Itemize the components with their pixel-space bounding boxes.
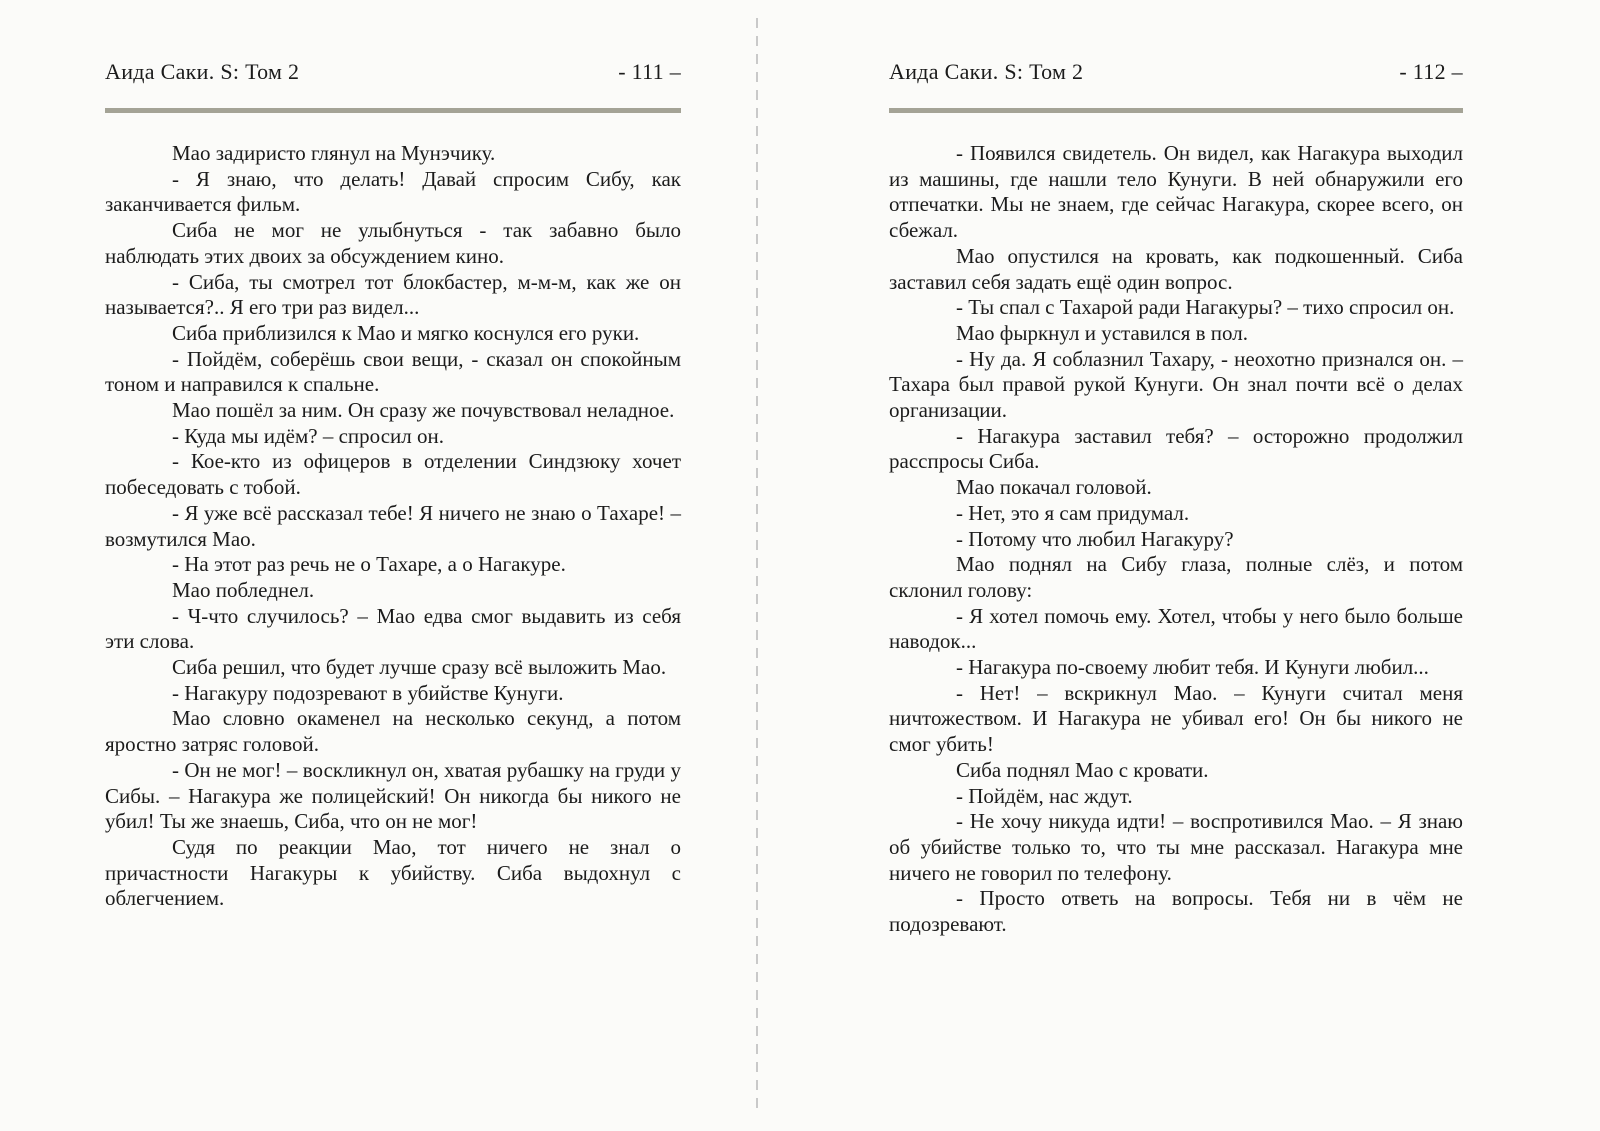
paragraph: - Я хотел помочь ему. Хотел, чтобы у него было больше наводок... xyxy=(889,603,1463,654)
page-111 xyxy=(105,58,681,912)
paragraph: Мао словно окаменел на несколько секунд, а потом яростно затряс головой. xyxy=(105,706,681,757)
paragraph: - Ты спал с Тахарой ради Нагакуры? – тихо спросил он. xyxy=(956,295,1455,320)
paragraph: Мао покачал головой. xyxy=(956,475,1152,500)
page-112 xyxy=(889,58,1463,938)
paragraph: - Он не мог! – воскликнул он, хватая рубашку на груди у Сибы. – Нагакура же полицейский! Он никогда бы никого не убил! Ты же знаешь, Сиба, что он не мог! xyxy=(105,757,681,834)
paragraph: Судя по реакции Мао, тот ничего не знал о причастности Нагакуры к убийству. Сиба выдохнул с облегчением. xyxy=(105,834,681,911)
page-112-body xyxy=(889,141,1463,938)
paragraph: - Нагакура заставил тебя? – осторожно продолжил расспросы Сиба. xyxy=(889,423,1463,474)
paragraph: Мао фыркнул и уставился в пол. xyxy=(956,320,1248,345)
paragraph: - Нет, это я сам придумал. xyxy=(956,500,1190,525)
paragraph: - Нагакура по-своему любит тебя. И Кунуги любил... xyxy=(956,655,1429,680)
paragraph: Сиба поднял Мао с кровати. xyxy=(956,757,1209,782)
paragraph: Мао поднял на Сибу глаза, полные слёз, и потом склонил голову: xyxy=(889,552,1463,602)
paragraph: - Сиба, ты смотрел тот блокбастер, м-м-м, как же он называется?.. Я его три раз видел... xyxy=(105,269,681,320)
page-111-header xyxy=(105,58,681,86)
page-112-header xyxy=(889,58,1463,86)
paragraph: - Просто ответь на вопросы. Тебя ни в чём не подозревают. xyxy=(889,886,1463,937)
paragraph: - Нагакуру подозревают в убийстве Кунуги. xyxy=(172,680,564,705)
paragraph: - Появился свидетель. Он видел, как Нагакура выходил из машины, где нашли тело Кунуги. В ней обнаружили его отпечатки. Мы не знаем, где сейчас Нагакура, скорее всего, он сбежал. xyxy=(889,141,1463,243)
paragraph: - Не хочу никуда идти! – воспротивился Мао. – Я знаю об убийстве только то, что ты мне рассказал. Нагакура мне ничего не говорил по телефону. xyxy=(889,809,1463,885)
paragraph: - Я уже всё рассказал тебе! Я ничего не знаю о Тахаре! – возмутился Мао. xyxy=(105,500,681,551)
paragraph: Мао пошёл за ним. Он сразу же почувствовал неладное. xyxy=(172,398,675,423)
running-title: Аида Саки. S: Том 2 xyxy=(889,59,1084,84)
page-number: - 111 – xyxy=(618,59,681,84)
page-111-body xyxy=(105,141,681,912)
paragraph: - Нет! – вскрикнул Мао. – Кунуги считал меня ничтожеством. И Нагакура не убивал его! Он бы никого не смог убить! xyxy=(889,680,1463,757)
paragraph: - Я знаю, что делать! Давай спросим Сибу, как заканчивается фильм. xyxy=(105,166,681,217)
running-title: Аида Саки. S: Том 2 xyxy=(105,59,300,84)
page-divider xyxy=(756,18,758,1113)
paragraph: - Пойдём, соберёшь свои вещи, - сказал он спокойным тоном и направился к спальне. xyxy=(105,346,681,397)
header-rule xyxy=(889,108,1463,113)
paragraph: - Пойдём, нас ждут. xyxy=(956,783,1133,808)
paragraph: - Кое-кто из офицеров в отделении Синдзюку хочет побеседовать с тобой. xyxy=(105,449,681,500)
paragraph: Мао опустился на кровать, как подкошенный. Сиба заставил себя задать ещё один вопрос. xyxy=(889,243,1463,294)
paragraph: - Ну да. Я соблазнил Тахару, - неохотно признался он. – Тахара был правой рукой Кунуги. Он знал почти всё о делах организации. xyxy=(889,346,1463,423)
paragraph: - На этот раз речь не о Тахаре, а о Нагакуре. xyxy=(172,552,566,577)
paragraph: - Потому что любил Нагакуру? xyxy=(956,526,1234,551)
paragraph: Сиба решил, что будет лучше сразу всё выложить Мао. xyxy=(172,655,667,680)
paragraph: Мао побледнел. xyxy=(172,577,315,602)
header-rule xyxy=(105,108,681,113)
paragraph: - Куда мы идём? – спросил он. xyxy=(172,423,444,448)
paragraph: - Ч-что случилось? – Мао едва смог выдавить из себя эти слова. xyxy=(105,603,681,654)
paragraph: Сиба приблизился к Мао и мягко коснулся его руки. xyxy=(172,320,640,345)
paragraph: Мао задиристо глянул на Мунэчику. xyxy=(172,141,496,165)
page-number: - 112 – xyxy=(1399,59,1463,84)
paragraph: Сиба не мог не улыбнуться - так забавно было наблюдать этих двоих за обсуждением кино. xyxy=(105,218,681,268)
